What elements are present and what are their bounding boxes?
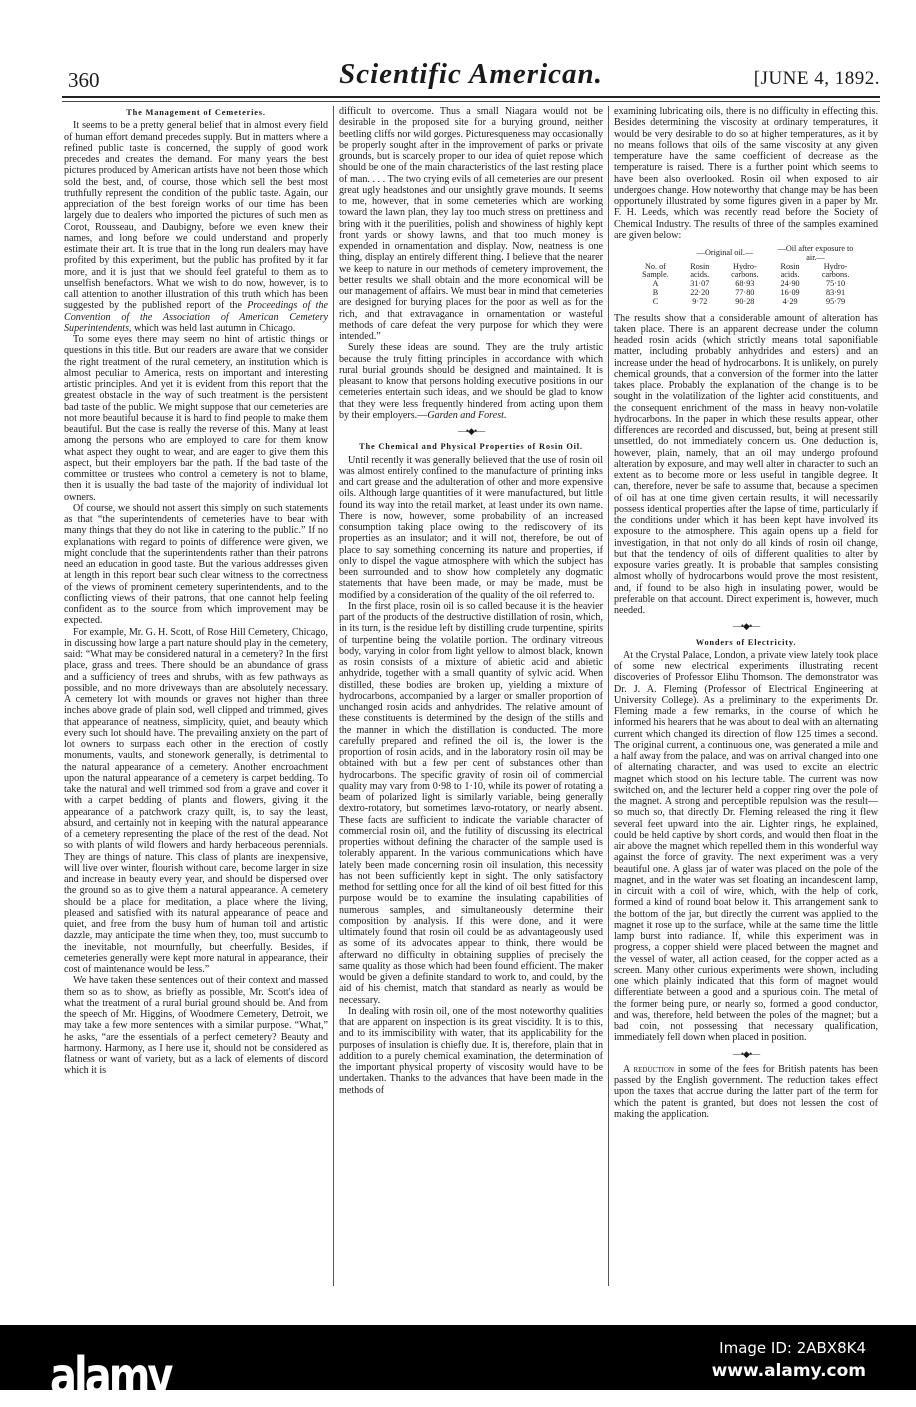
cell: A xyxy=(652,279,659,289)
article-title-electricity: Wonders of Electricity. xyxy=(695,637,797,647)
cell: 95·79 xyxy=(826,296,846,306)
table-header: Hydro-carbons. xyxy=(821,261,850,280)
issue-date: [JUNE 4, 1892. xyxy=(753,68,880,89)
italic-text: Proceedings of the Convention of the Association of American Cemetery Superintendents xyxy=(64,300,328,334)
text: , which was held last autumn in Chicago. xyxy=(129,322,296,334)
section-ornament: —•◆•— xyxy=(457,426,485,436)
paragraph xyxy=(614,1064,878,1120)
section-ornament: —•◆•— xyxy=(732,1048,760,1059)
paragraph: We have taken these sentences out of their context and massed them so as to show, as briefly as possible, Mr. Scott's idea of what the treatment of a rural burial ground should be. And from the speech of Mr. Higgins, of Woodmere Cemetery, Detroit, we may take a few more sentences with a similar purpose. “What,” he asks, “are the essentials of a perfect cemetery? Beauty and harmony. Harmony, as I here use it, should not be considered as flatness or want of variety, but as a lack of elements of discord which it is xyxy=(64,975,328,1077)
cell: 75·10 xyxy=(826,279,846,289)
paragraph xyxy=(64,120,328,334)
table-header: Rosin acids. xyxy=(780,261,800,280)
text: It seems to be a pretty general belief that in almost every field of human effort demand precedes supply. But in matters where a refined public taste is concerned, the supply of good work precedes and creates the demand. For many years the best pictures produced by American artists have not been those which sold the best, and, of course, those which sell the best most truthfully represent the condition of the public taste. Again, our appreciation of the best foreign works of our time has been largely due to dealers who imported the pictures of such men as Corot, Rousseau, and Daubigny, before we even knew their names, and long before we could understand and properly estimate their art. It is true that in the long run dealers may have profited by this experiment, but the public has profited by it far more, and it is just that we should feel grateful to them as to unselfish benefactors. What we wish to do now, however, is to call attention to another illustration of this truth which has been suggested by the published report of the xyxy=(64,120,328,312)
column-divider xyxy=(608,106,609,1286)
table-header: Rosin acids. xyxy=(690,261,710,280)
article-title-rosin-oil: The Chemical and Physical Properties of Rosin Oil. xyxy=(359,442,583,452)
cell: 16·09 xyxy=(780,287,800,297)
paragraph: Until recently it was generally believed that the use of rosin oil was almost entirely confined to the manufacture of printing inks and cart grease and the adulteration of other and more expensive oils. Although large quantities of it were manufactured, but little found its way into the retail market, at least under its own name. There is now, however, some probability of an increased consumption taking place owing to the rediscovery of its properties as an insulator; and it will not, therefore, be out of place to say something concerning its nature and properties, if only to dispel the vague atmosphere with which the subject has been surrounded and to show how completely any dogmatic statements that have been made, or may be made, must be modified by a consideration of the quality of the oil referred to. xyxy=(339,454,603,601)
table-row xyxy=(631,298,861,307)
cell: 9·72 xyxy=(692,296,708,306)
header-rule-thin xyxy=(62,101,880,102)
paragraph xyxy=(339,342,603,421)
column-2 xyxy=(339,106,603,1096)
column-divider xyxy=(333,106,334,1286)
cell: 4·29 xyxy=(782,296,798,306)
column-1 xyxy=(64,106,328,1077)
watermark-url: www.alamy.com xyxy=(711,1361,866,1381)
paragraph: difficult to overcome. Thus a small Niagara would not be desirable in the proposed site for a burying ground, neither beetling cliffs nor wild gorges. Picturesqueness may occasionally be properly sought after in the improvement of parks or private grounds, but is scarcely proper to our idea of quiet repose which should be one of the main characteristics of the last resting place of man. . . . The two crying evils of all cemeteries are our present great ugly headstones and our unsightly grave mounds. It seems to me, however, that in some cemeteries which are working toward the lawn plan, they lay too much stress on prettiness and bring with it the puerilities, polish and showiness of highly kept front yards or showy lawns, and that too much money is expended in ornamentation and display. Now, neatness is one thing, display an entirely different thing. I believe that the nearer we keep to nature in our methods of cemetery improvement, the better results we shall obtain and the more economical will be our management of affairs. We must bear in mind that cemeteries are designed for burying places for the poor as well as for the rich, and that extravagance in ornamentation or wasteful methods of care defeat the very purpose for which they were intended.” xyxy=(339,106,603,342)
table-header: No. of Sample. xyxy=(642,261,669,280)
alamy-logo: alamy xyxy=(50,1347,171,1407)
rosin-oil-table xyxy=(631,245,861,307)
masthead: Scientific American. xyxy=(339,58,603,90)
paragraph: Of course, we should not assert this simply on such statements as that “the superintendents of cemeteries have to bear with many things that they do not like in catering to the public.” If no explanations with regard to points of difference were given, we might conclude that the superintendents rather than their patrons need an education in good taste. But the various addresses given at length in this report bear such clear witness to the correctness of the views of prominent cemetery superintendents, and to the conflicting views of their patrons, that one cannot help feeling confident as to the source from which improvement may be expected. xyxy=(64,502,328,627)
cell: 22·20 xyxy=(690,287,710,297)
paragraph: To some eyes there may seem no hint of artistic things or questions in this title. But our readers are aware that we consider the right treatment of the rural cemetery, an institution which is almost peculiar to America, rests on important and interesting artistic principles. And yet it is evident from this report that the greatest obstacle in the way of such treatment is the persistent bad taste of the public. We might suppose that our cemeteries are not more beautiful because it is hard to find people to make them beautiful. But the case is really the reverse of this. Many at least among the persons who are employed to care for them know what aspect they ought to wear, and are eager to give them this aspect, but their employers bar the path. If the bad taste of the committee or trustees who control a cemetery is not to blame, then it is usually the bad taste of the majority of individual lot owners. xyxy=(64,334,328,503)
cell: 77·80 xyxy=(735,287,755,297)
page-header xyxy=(62,58,880,94)
paragraph: For example, Mr. G. H. Scott, of Rose Hill Cemetery, Chicago, in discussing how large a part nature should play in the cemetery, said: “What may be considered natural in a cemetery? In the first place, grass and trees. There should be an abundance of grass and a sufficiency of trees and shrubs, with as few pathways as possible, and no more driveways than are absolutely necessary. A cemetery lot with mounds or graves not higher than three inches above grade of plain sod, well clipped and trimmed, gives that appearance of neatness, simplicity, quiet, and beauty which every such lot should have. The prevailing anxiety on the part of lot owners to surpass each other in the erection of costly monuments, vaults, and stonework generally, is detrimental to the natural appearance of a cemetery. Another encroachment upon the natural appearance of a cemetery is carpet bedding. To take the natural and well trimmed sod from a grave and cover it with a carpet bedding of plants and flowers, giving it the appearance of a patchwork crazy quilt, is, to say the least, absurd, and certainly not in keeping with the natural appearance of a cemetery representing the place of the rest of the dead. Not so with plants of wild flowers and hardy herbaceous perennials. They are things of nature. This class of plants are inexpensive, will live over winter, flourish without care, become larger in size and increase in beauty every year, and should be dispersed over the ground so as to give them a natural appearance. A cemetery should be a place for meditation, a place where the living, pleased and satisfied with its natural appearance of peace and quiet, and free from the busy hum of human toil and artistic dazzle, may anticipate the time when they, too, must succumb to the inevitable, not mournfully, but cheerfully. Besides, if cemeteries generally were kept more natural in appearance, their cost of maintenance would be less.” xyxy=(64,626,328,975)
paragraph: The results show that a considerable amount of alteration has taken place. There is an apparent decrease under the column headed rosin acids (which strictly means total saponifiable matter, including probably anhydrides and esters) and an increase under the head of hydrocarbons. It is unlikely, on purely chemical grounds, that a conversion of the former into the latter takes place. Probably the explanation of the change is to be sought in the volatilization of the lighter acid constituents, and the consequent enrichment of the mass in heavy non-volatile hydrocarbons. In the paper in which these results appear, other differences are recorded and discussed, but, being at present still unsettled, do not immediately concern us. One deduction is, however, plain, namely, that an oil may undergo profound alteration by exposure, and may well alter in character to such an extent as to become more or less useful in tangible degree. It can, therefore, never be safe to assume that, because a specimen of oil has at one time given certain results, it will necessarily possess identical properties after the lapse of time, particularly if the conditions under which it has been kept have involved its exposure to the atmosphere. This again opens up a field for investigation, in that not only do all kinds of rosin oil change, but that the tendency of oils of different qualities to alter by exposure varies greatly. It is probable that samples consisting almost wholly of hydrocarbons would prove the most resistent, and, if found to be also high in insulating power, would be preferable on that account. Direct experiment is, however, much needed. xyxy=(614,312,878,617)
paragraph: In the first place, rosin oil is so called because it is the heavier part of the products of the destructive distillation of rosin, which, in its turn, is the residue left by distilling crude turpentine, spirits of turpentine being the volatile portion. The ordinary vitreous body, varying in color from light yellow to almost black, known as rosin consists of a mixture of abietic acid and abietic anhydride, together with a small quantity of sylvic acid. When distilled, these bodies are broken up, yielding a mixture of hydrocarbons, accompanied by a larger or smaller proportion of unchanged rosin acids and anhydrides. The relative amount of these constituents is determined by the design of the stills and the manner in which the distillation is conducted. The more carefully prepared and refined the oil is, the lower is the proportion of rosin acids, and in the laboratory rosin oil may be obtained with but a few per cent of substances other than hydrocarbons. The specific gravity of rosin oil of commercial quality may vary from 0·98 to 1·10, while its power of rotating a beam of polarized light is similarly variable, being generally dextro-rotatory, but sometimes lævo-rotatory, or nearly absent. These facts are sufficient to indicate the variable character of commercial rosin oil, and the futility of discussing its electrical properties without defining the character of the sample used is tolerably apparent. In the various communications which have lately been made concerning rosin oil insulation, this necessity has not been sufficiently kept in sight. The only satisfactory method for settling once for all the kind of oil best fitted for this purpose would be to examine the insulating capabilities of numerous samples, and simultaneously determine their composition by analysis. If this were done, and it were ultimately found that rosin oil could be as advantageously used as some of its advocates appear to think, there would be afterward no difficulty in obtaining supplies of precisely the same quality as those which had been found efficient. The maker would be given a definite standard to work to, and could, by the aid of his chemist, match that standard as nearly as would be necessary. xyxy=(339,600,603,1006)
cell: B xyxy=(652,287,659,297)
cell: 90·28 xyxy=(735,296,755,306)
table-header: Hydro-carbons. xyxy=(731,261,759,280)
paragraph: At the Crystal Palace, London, a private view lately took place of some new electrical experiments illustrating recent discoveries of Professor Elihu Thomson. The demonstrator was Dr. J. A. Fleming (Professor of Electrical Engineering at University College). As a preliminary to the experiments Dr. Fleming made a few remarks, in the course of which he informed his hearers that he was about to deal with an alternating current which changed its direction of flow 125 times a second. The original current, a continuous one, was generated a mile and a half away from the palace, and was on arrival changed into one of alternating character, and was used to excite an electric magnet which stood on his lecture table. The current was now switched on, and the lecturer held a copper ring over the pole of the magnet. A strong and perceptible repulsion was the result—so much so, that directly Dr. Fleming released the ring it flew several feet upward into the air. Lighter rings, he explained, could be held captive by short cords, and would then float in the air above the magnet which repelled them in this wonderful way against the force of gravity. The next experiment was a very beautiful one. A glass jar of water was placed on the pole of the magnet, and in the water was set floating an incandescent lamp, in circuit with a coil of wire, which, with the help of cork, formed a kind of round boat below it. This arrangement sank to the bottom of the jar, but directly the current was applied to the magnet it rose up to the surface, while at the same time the little lamp burst into radiance. If, while this experiment was in progress, a copper shield were placed between the magnet and the vessel of water, all action ceased, for the copper acted as a screen. Many other curious experiments were shown, including one which plainly indicated that this form of magnet would differentiate between a good and a spurious coin. The metal of the former being pure, or nearly so, formed a good conductor, and was, therefore, held between the poles of the magnet; but a bad coin, not possessing that necessary qualification, immediately fell down when placed in position. xyxy=(614,649,878,1044)
article-title-cemeteries: The Management of Cemeteries. xyxy=(126,108,266,117)
table-group-header: —Oil after exposure to air.— xyxy=(777,244,854,262)
page-number: 360 xyxy=(68,68,100,92)
text: Surely these ideas are sound. They are the truly artistic because the truly fitting principles in accordance with which rural burial grounds should be designed and maintained. It is pleasant to know that persons holding executive positions in our cemeteries entertain such ideas, and we should be glad to know that they were less frequently hindered from acting upon them by their employers.— xyxy=(339,342,603,421)
cell: C xyxy=(652,296,659,306)
header-rule xyxy=(62,96,880,98)
section-ornament: —•◆•— xyxy=(732,621,760,632)
cell: 24·90 xyxy=(780,279,800,289)
paragraph: examining lubricating oils, there is no difficulty in effecting this. Besides determining the viscosity at ordinary temperatures, it would be very desirable to do so at higher temperatures, as it by no means follows that oils of the same viscosity at any given temperature have the same coefficient of decrease as the temperature is raised. There is a further point which seems to have been also overlooked. Rosin oil when exposed to air undergoes change. How noteworthy that change may be has been opportunely illustrated by some figures given in a paper by Mr. F. H. Leeds, which was recently read before the Society of Chemical Industry. The results of three of the samples examined are given below: xyxy=(614,106,878,241)
watermark-bar xyxy=(0,1325,916,1407)
table-group-header: —Original oil.— xyxy=(696,248,754,258)
cell: 83·91 xyxy=(826,287,846,297)
cell: 31·07 xyxy=(690,279,710,289)
lead-in: A reduction xyxy=(623,1063,674,1075)
source-credit: Garden and Forest. xyxy=(427,409,507,421)
text: in some of the fees for British patents has been passed by the English government. The reduction takes effect upon the taxes that accrue during the latter part of the term for which the patent is granted, but does not lessen the cost of making the application. xyxy=(614,1063,878,1120)
column-3 xyxy=(614,106,878,1120)
paragraph: In dealing with rosin oil, one of the most noteworthy qualities that are apparent on inspection is its great viscidity. It is to this, and to its immiscibility with water, that its applicability for the purposes of insulation is chiefly due. It is, therefore, plain that in addition to a purely chemical examination, the determination of the important physical property of viscosity would have to be undertaken. Thanks to the advances that have been made in the methods of xyxy=(339,1005,603,1096)
image-id: Image ID: 2ABX8K4 xyxy=(719,1339,866,1357)
cell: 68·93 xyxy=(735,279,755,289)
